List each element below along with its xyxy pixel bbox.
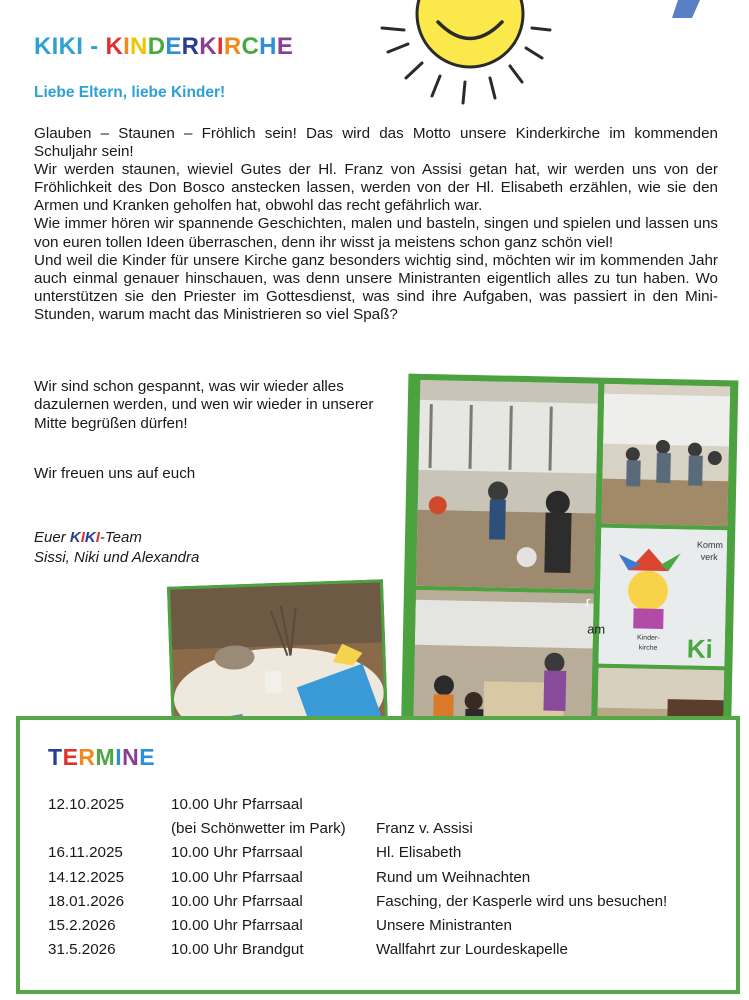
title-letter: N: [130, 33, 148, 60]
termine-topic: Hl. Elisabeth: [376, 844, 462, 862]
signature-letter: I: [95, 529, 100, 546]
sun-icon: [370, 0, 560, 108]
termine-date: 18.01.2026: [48, 892, 125, 910]
signature-names: Sissi, Niki und Alexandra: [34, 549, 200, 566]
title-letter: R: [181, 33, 200, 60]
termine-topic: Unsere Ministranten: [376, 916, 512, 934]
body-paragraph: Und weil die Kinder für unsere Kirche ganz besonders wichtig sind, möchten wir im kommenden Jahr auch einmal genauer hinschauen, was denn unsere Ministranten eigentlich alles zu tun haben. Wo unterstützen sie den Priester im Gottesdienst, was sind ihre Aufgaben, was passiert in den Mini-Stunden, warum macht das Ministrieren so viel Spaß?: [34, 251, 718, 323]
collage-photo-2: [601, 384, 730, 527]
title-letter: C: [241, 33, 260, 60]
title-letter: I: [123, 33, 131, 60]
side-paragraph-text: Wir sind schon gespannt, was wir wieder alles dazulernen werden, und wen wir wieder in unserer Mitte begrüßen dürfen!: [34, 378, 374, 432]
poster-label-2: kirche: [638, 644, 658, 652]
termine-time: 10.00 Uhr Pfarrsaal: [171, 916, 303, 934]
body-paragraph: Glauben – Staunen – Fröhlich sein! Das wird das Motto unsere Kinderkirche im kommenden Schuljahr sein!: [34, 125, 718, 161]
poster-text-2: verk: [700, 551, 718, 563]
side-paragraph: [34, 378, 402, 433]
termine-title-letter: I: [115, 744, 123, 770]
signature-kiki-logo: [70, 529, 100, 546]
poster-text-1: Komm: [696, 539, 724, 551]
termine-date: 31.5.2026: [48, 941, 116, 959]
termine-row: [48, 917, 667, 941]
body-paragraph: Wie immer hören wir spannende Geschichten, malen und basteln, singen und spielen und lassen uns von euren tollen Ideen überraschen, denn ihr wisst ja meistens schon ganz schön viel!: [34, 215, 718, 251]
termine-time: 10.00 Uhr Pfarrsaal: [171, 892, 303, 910]
title-prefix: KIKI -: [34, 33, 106, 60]
termine-date: 16.11.2025: [48, 844, 123, 862]
termine-title-letter: N: [122, 744, 140, 770]
termine-row: [48, 820, 667, 844]
termine-title-letter: M: [95, 744, 116, 770]
termine-topic: Franz v. Assisi: [376, 820, 473, 838]
termine-time: (bei Schönwetter im Park): [171, 820, 346, 838]
termine-title-letter: E: [62, 744, 79, 770]
termine-date: [48, 820, 171, 844]
termine-time: 10.00 Uhr Pfarrsaal: [171, 796, 303, 813]
termine-time: 10.00 Uhr Pfarrsaal: [171, 868, 303, 886]
body-paragraph: Wir werden staunen, wieviel Gutes der Hl. Franz von Assisi getan hat, wir werden uns von der Fröhlichkeit des Don Bosco anstecken lassen, werden von der Hl. Elisabeth erzählen, wie sie den Armen und Kranken geholfen hat, obwohl das recht gefährlich war.: [34, 161, 718, 215]
termine-row: [48, 844, 667, 868]
page-title: [34, 33, 293, 61]
signature-suffix: -Team: [99, 529, 142, 546]
termine-row: [48, 796, 667, 820]
collage-side-text-1: r: [585, 593, 591, 610]
title-letter: H: [259, 33, 277, 60]
signature-prefix: Euer: [34, 529, 70, 546]
termine-title: [48, 744, 155, 771]
body-text: [34, 125, 718, 324]
signature: [34, 528, 199, 568]
signature-letter: K: [69, 529, 81, 546]
closing-line: Wir freuen uns auf euch: [34, 465, 196, 482]
title-letter: D: [147, 33, 166, 60]
termine-time: 10.00 Uhr Pfarrsaal: [171, 844, 303, 862]
title-colored-word: [105, 33, 293, 61]
termine-row: [48, 941, 667, 965]
termine-title-letter: R: [78, 744, 96, 770]
termine-row: [48, 893, 667, 917]
termine-row: [48, 869, 667, 893]
termine-time: 10.00 Uhr Brandgut: [171, 941, 304, 959]
termine-date: 15.2.2026: [48, 916, 116, 934]
greeting: Liebe Eltern, liebe Kinder!: [34, 84, 226, 101]
title-letter: K: [199, 33, 217, 60]
title-letter: E: [276, 33, 294, 60]
signature-team: [34, 528, 199, 548]
title-letter: K: [105, 33, 124, 60]
signature-letter: K: [84, 529, 96, 546]
title-letter: I: [216, 33, 224, 60]
termine-table: [48, 796, 667, 965]
termine-topic: [376, 796, 667, 820]
poster-label: Kinder-: [636, 634, 660, 642]
collage-photo-1: [416, 380, 598, 590]
termine-topic: Fasching, der Kasperle wird uns besuchen!: [376, 892, 668, 910]
termine-topic: Rund um Weihnachten: [376, 868, 531, 886]
collage-side-text-2: am: [587, 621, 606, 637]
termine-topic: Wallfahrt zur Lourdeskapelle: [376, 941, 568, 959]
termine-date: 12.10.2025: [48, 796, 125, 813]
signature-letter: I: [80, 529, 85, 546]
termine-title-letter: E: [139, 744, 156, 770]
corner-decoration: [668, 0, 749, 18]
poster-ki-logo: Ki: [686, 633, 714, 665]
collage-poster: [598, 528, 727, 667]
title-letter: R: [223, 33, 242, 60]
termine-title-letter: T: [48, 744, 63, 770]
termine-date: 14.12.2025: [48, 868, 125, 886]
title-letter: E: [165, 33, 182, 60]
